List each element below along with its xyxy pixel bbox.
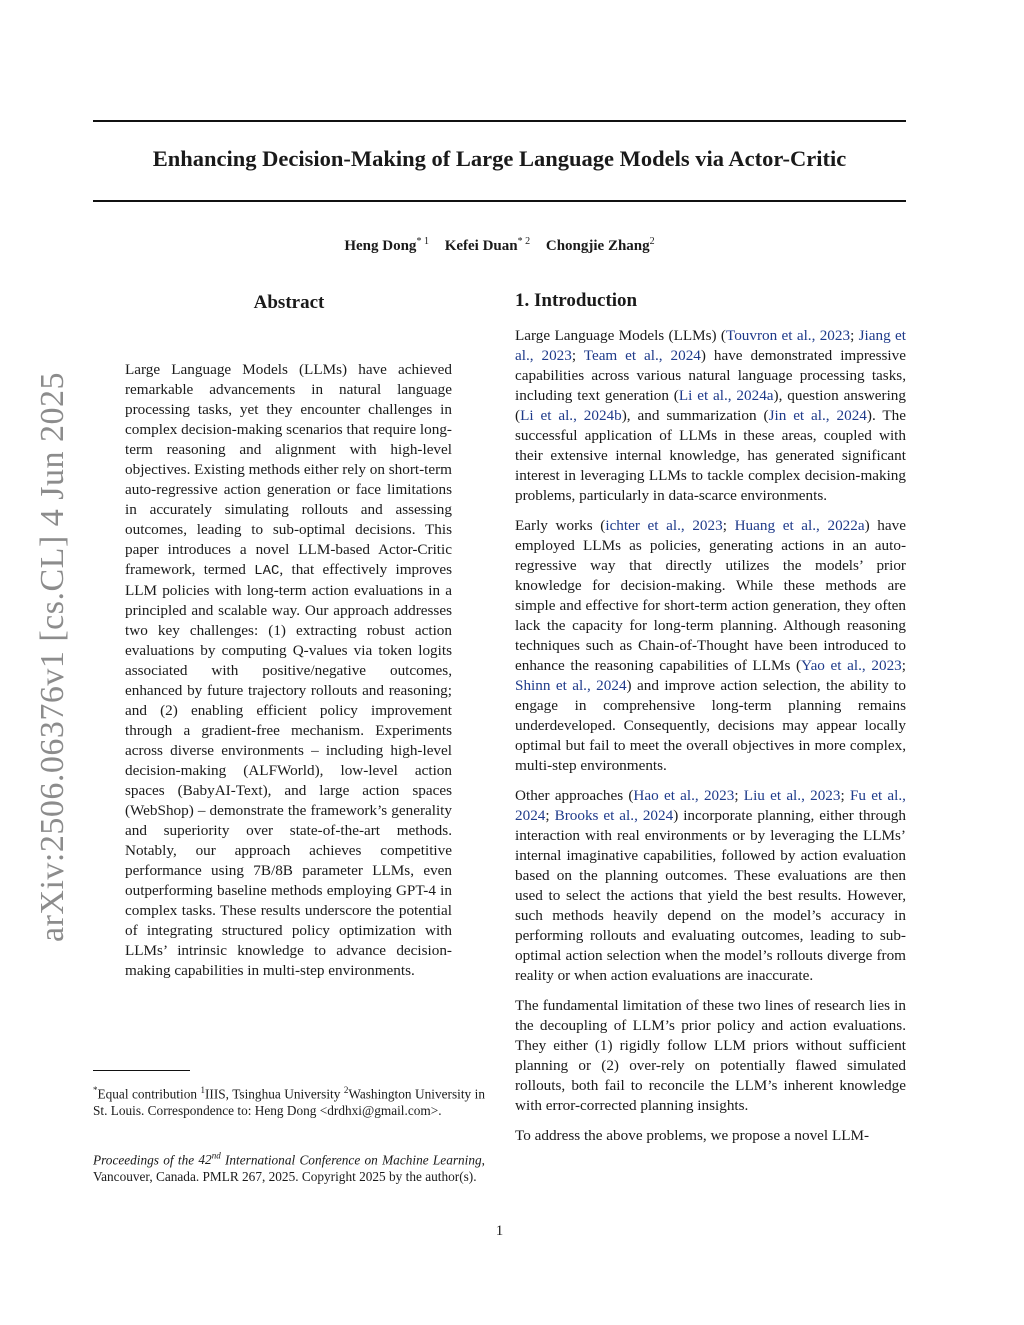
- text-run: ) have employed LLMs as policies, generating actions in an auto-regressive way that directly utilizes the models’ prior knowledge for decision-making. While these methods are simple and effective for short-term action generation, they often lack the capacity for long-term planning. Although reasoning techniques such as Chain-of-Thought have been introduced to enhance the reasoning capabilities of LLMs (: [515, 517, 906, 674]
- citation-link[interactable]: Li et al., 2024b: [520, 407, 622, 424]
- arxiv-stamp: arXiv:2506.06376v1 [cs.CL] 4 Jun 2025: [34, 371, 71, 942]
- intro-paragraph-4: The fundamental limitation of these two lines of research lies in the decoupling of LLM’s prior policy and action evaluations. They either (1) rigidly follow LLM priors without sufficient planning or (2) over-rely on potentially flawed simulated rollouts, both fail to reconcile the LLM’s inherent knowledge with error-corrected planning insights.: [515, 997, 906, 1114]
- abstract-body: [125, 360, 452, 981]
- title-bottom-rule: [93, 200, 906, 202]
- text-run: ). The successful application of LLMs in these areas, coupled with their extensive internal knowledge, has generated significant interest in leveraging LLMs to tackle complex decision-making problems, particularly in data-scarce environments.: [515, 407, 906, 504]
- citation-link[interactable]: Touvron et al., 2023: [726, 327, 851, 344]
- intro-paragraph-3: [515, 786, 906, 986]
- text-run: ;: [545, 807, 555, 824]
- text-run: International Conference on Machine Learning: [220, 1152, 482, 1168]
- footnote-marker: 1: [200, 1085, 205, 1095]
- footnote-rule: [93, 1070, 190, 1071]
- footnote-marker: *: [93, 1085, 98, 1095]
- text-run: 42: [198, 1152, 212, 1168]
- method-name: LAC: [254, 563, 280, 579]
- abstract-text-part: , that effectively improves LLM policies with long-term action evaluations in a principled and scalable way. Our approach addresses two key challenges: (1) extracting robust action evaluations by computing Q-values via token logits associated with positive/negative outcomes, enhanced by future trajectory rollouts and reasoning; and (2) enabling efficient policy improvement through a gradient-free mechanism. Experiments across diverse environments – including high-level decision-making (ALFWorld), low-level action spaces (BabyAI-Text), and large action spaces (WebShop) – demonstrate the framework’s generality and superiority over state-of-the-art methods. Notably, our approach achieves competitive performance using 7B/8B parameter LLMs, even outperforming baseline methods employing GPT-4 in complex tasks. These results underscore the potential of integrating structured policy optimization with LLMs’ intrinsic knowledge to advance decision-making capabilities in multi-step environments.: [125, 561, 452, 979]
- citation-link[interactable]: Li et al., 2024a: [678, 387, 774, 404]
- text-run: , Vancouver, Canada. PMLR 267, 2025. Copyright 2025 by the author(s).: [93, 1152, 485, 1185]
- citation-link[interactable]: Liu et al., 2023: [743, 787, 841, 804]
- proceedings-note: [93, 1148, 485, 1185]
- intro-paragraph-2: [515, 516, 906, 776]
- abstract-heading: Abstract: [253, 292, 325, 313]
- citation-link[interactable]: Yao et al., 2023: [801, 657, 902, 674]
- text-run: Equal contribution: [97, 1086, 201, 1102]
- author-list: [93, 236, 906, 255]
- text-run: ) incorporate planning, either through interaction with real environments or by leveraging the LLMs’ internal imaginative capabilities, followed by action evaluation based on the planning outcomes. These evaluations are then used to select the actions that yield the best results. However, such methods heavily depend on the model’s accuracy in performing rollouts and evaluating outcomes, leading to sub-optimal action selection when the model’s rollouts diverge from reality or when action evaluations are inaccurate.: [515, 807, 906, 984]
- author-3: [546, 238, 655, 254]
- conference-number: [198, 1152, 220, 1167]
- citation-link[interactable]: Brooks et al., 2024: [554, 807, 674, 824]
- author-name: Kefei Duan: [444, 238, 518, 254]
- intro-paragraph-1: [515, 326, 906, 506]
- footnote: [93, 1082, 485, 1119]
- introduction-heading: 1. Introduction: [515, 290, 638, 311]
- footnote-marker: 2: [343, 1085, 349, 1095]
- text-run: ) and improve action selection, the ability to engage in comprehensive long-term planning remains underdeveloped. Consequently, decisions may appear locally optimal but fail to meet the overall objectives in more complex, multi-step environments.: [515, 677, 906, 774]
- author-1: [344, 238, 429, 254]
- abstract-text-part: Large Language Models (LLMs) have achieved remarkable advancements in natural language processing tasks, yet they encounter challenges in complex decision-making scenarios that require long-term reasoning and alignment with high-level objectives. Existing methods either rely on short-term auto-regressive action generation or face limitations in accurately simulating rollouts and assessing outcomes, leading to sub-optimal decisions. This paper introduces a novel LLM-based Actor-Critic framework, termed: [125, 361, 452, 578]
- text-run: ;: [850, 327, 859, 344]
- text-run: Proceedings of the: [93, 1152, 199, 1168]
- text-run: ), and summarization (: [621, 407, 769, 424]
- text-run: ;: [840, 787, 850, 804]
- intro-paragraph-5: To address the above problems, we propose a novel LLM-: [515, 1127, 870, 1144]
- text-run: Washington University in St. Louis. Correspondence to: Heng Dong <drdhxi@gmail.com>.: [93, 1086, 485, 1119]
- citation-link[interactable]: Huang et al., 2022a: [734, 517, 865, 534]
- citation-link[interactable]: Fu et al., 2024: [515, 787, 906, 824]
- author-affiliation: * 2: [517, 236, 531, 247]
- paper-title: Enhancing Decision-Making of Large Language Models via Actor-Critic: [152, 146, 847, 171]
- right-column: [515, 290, 906, 1156]
- text-run: ), question answering (: [515, 387, 906, 424]
- ordinal-suffix: nd: [211, 1151, 221, 1161]
- author-name: Chongjie Zhang: [545, 238, 650, 254]
- author-affiliation: * 1: [416, 236, 429, 247]
- citation-link[interactable]: Jiang et al., 2023: [515, 327, 906, 364]
- text-run: ;: [734, 787, 744, 804]
- text-run: Large Language Models (LLMs) (: [515, 327, 726, 344]
- author-affiliation: 2: [649, 236, 655, 247]
- text-run: Early works (: [515, 517, 606, 534]
- author-name: Heng Dong: [344, 238, 417, 254]
- citation-link[interactable]: ichter et al., 2023: [605, 517, 723, 534]
- citation-link[interactable]: Hao et al., 2023: [633, 787, 735, 804]
- text-run: Other approaches (: [515, 787, 634, 804]
- text-run: ;: [722, 517, 735, 534]
- citation-link[interactable]: Team et al., 2024: [583, 347, 701, 364]
- text-run: ) have demonstrated impressive capabilities across various natural language processing tasks, including text generation (: [515, 347, 906, 404]
- citation-link[interactable]: Jin et al., 2024: [768, 407, 867, 424]
- text-run: ;: [571, 347, 584, 364]
- text-run: IIIS, Tsinghua University: [204, 1086, 344, 1102]
- page-number: 1: [495, 1223, 504, 1239]
- citation-link[interactable]: Shinn et al., 2024: [515, 677, 627, 694]
- author-2: [445, 238, 530, 254]
- text-run: ;: [901, 657, 906, 674]
- title-top-rule: [93, 120, 906, 122]
